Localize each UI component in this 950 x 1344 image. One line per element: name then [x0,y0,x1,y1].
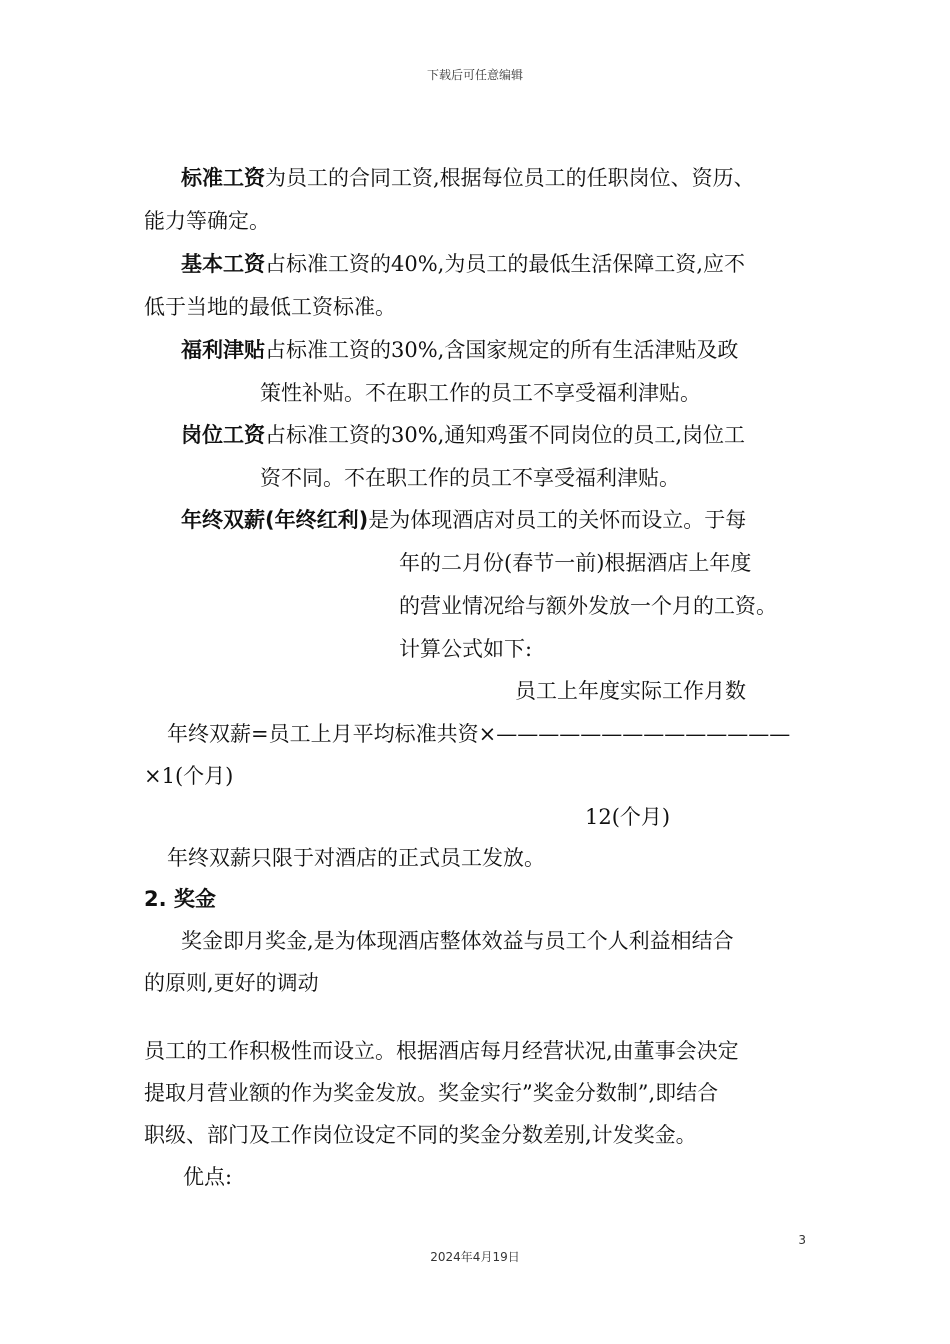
basic-wage-line-1 [181,249,745,279]
yearend-line-1 [181,505,746,535]
yearend-text: 是为体现酒店对员工的关怀而设立。于每 [368,508,747,532]
formula-denominator: 12(个月) [585,805,671,829]
yearend-term: 年终双薪(年终红利) [181,508,369,532]
post-wage-text: 占标准工资的30%,通知鸡蛋不同岗位的员工,岗位工 [265,423,746,447]
page-number: 3 [798,1233,806,1247]
welfare-line-1 [181,335,738,365]
post-wage-line-2: 资不同。不在职工作的员工不享受福利津贴。 [260,466,680,490]
standard-wage-line-2: 能力等确定。 [144,209,270,233]
yearend-line-3: 的营业情况给与额外发放一个月的工资。 [399,594,777,618]
welfare-line-2: 策性补贴。不在职工作的员工不享受福利津贴。 [260,381,701,405]
section-2-title: 2. 奖金 [144,887,216,911]
yearend-line-2: 年的二月份(春节一前)根据酒店上年度 [399,551,752,575]
page-header: 下载后可任意编辑 [426,68,523,82]
standard-wage-line-1 [181,163,755,193]
welfare-text: 占标准工资的30%,含国家规定的所有生活津贴及政 [265,338,739,362]
basic-wage-line-2: 低于当地的最低工资标准。 [144,295,396,319]
welfare-term: 福利津贴 [181,338,265,362]
yearend-note: 年终双薪只限于对酒店的正式员工发放。 [167,846,545,870]
bonus-line-5: 职级、部门及工作岗位设定不同的奖金分数差别,计发奖金。 [144,1123,697,1147]
standard-wage-term: 标准工资 [181,166,265,190]
bonus-line-6: 优点: [183,1165,233,1189]
formula-tail: ×1(个月) [144,764,234,788]
basic-wage-text: 占标准工资的40%,为员工的最低生活保障工资,应不 [265,252,746,276]
post-wage-term: 岗位工资 [181,423,265,447]
standard-wage-text: 为员工的合同工资,根据每位员工的任职岗位、资历、 [265,166,755,190]
footer-date: 2024年4月19日 [430,1250,520,1264]
bonus-line-2: 的原则,更好的调动 [144,971,319,995]
bonus-line-1: 奖金即月奖金,是为体现酒店整体效益与员工个人利益相结合 [181,929,734,953]
formula-numerator: 员工上年度实际工作月数 [515,679,746,703]
bonus-line-3: 员工的工作积极性而设立。根据酒店每月经营状况,由董事会决定 [144,1039,739,1063]
post-wage-line-1 [181,420,745,450]
bonus-line-4: 提取月营业额的作为奖金发放。奖金实行”奖金分数制”,即结合 [144,1081,719,1105]
yearend-line-4: 计算公式如下: [399,637,533,661]
formula-main: 年终双薪=员工上月平均标准共资×—————————————— [167,722,791,746]
basic-wage-term: 基本工资 [181,252,265,276]
